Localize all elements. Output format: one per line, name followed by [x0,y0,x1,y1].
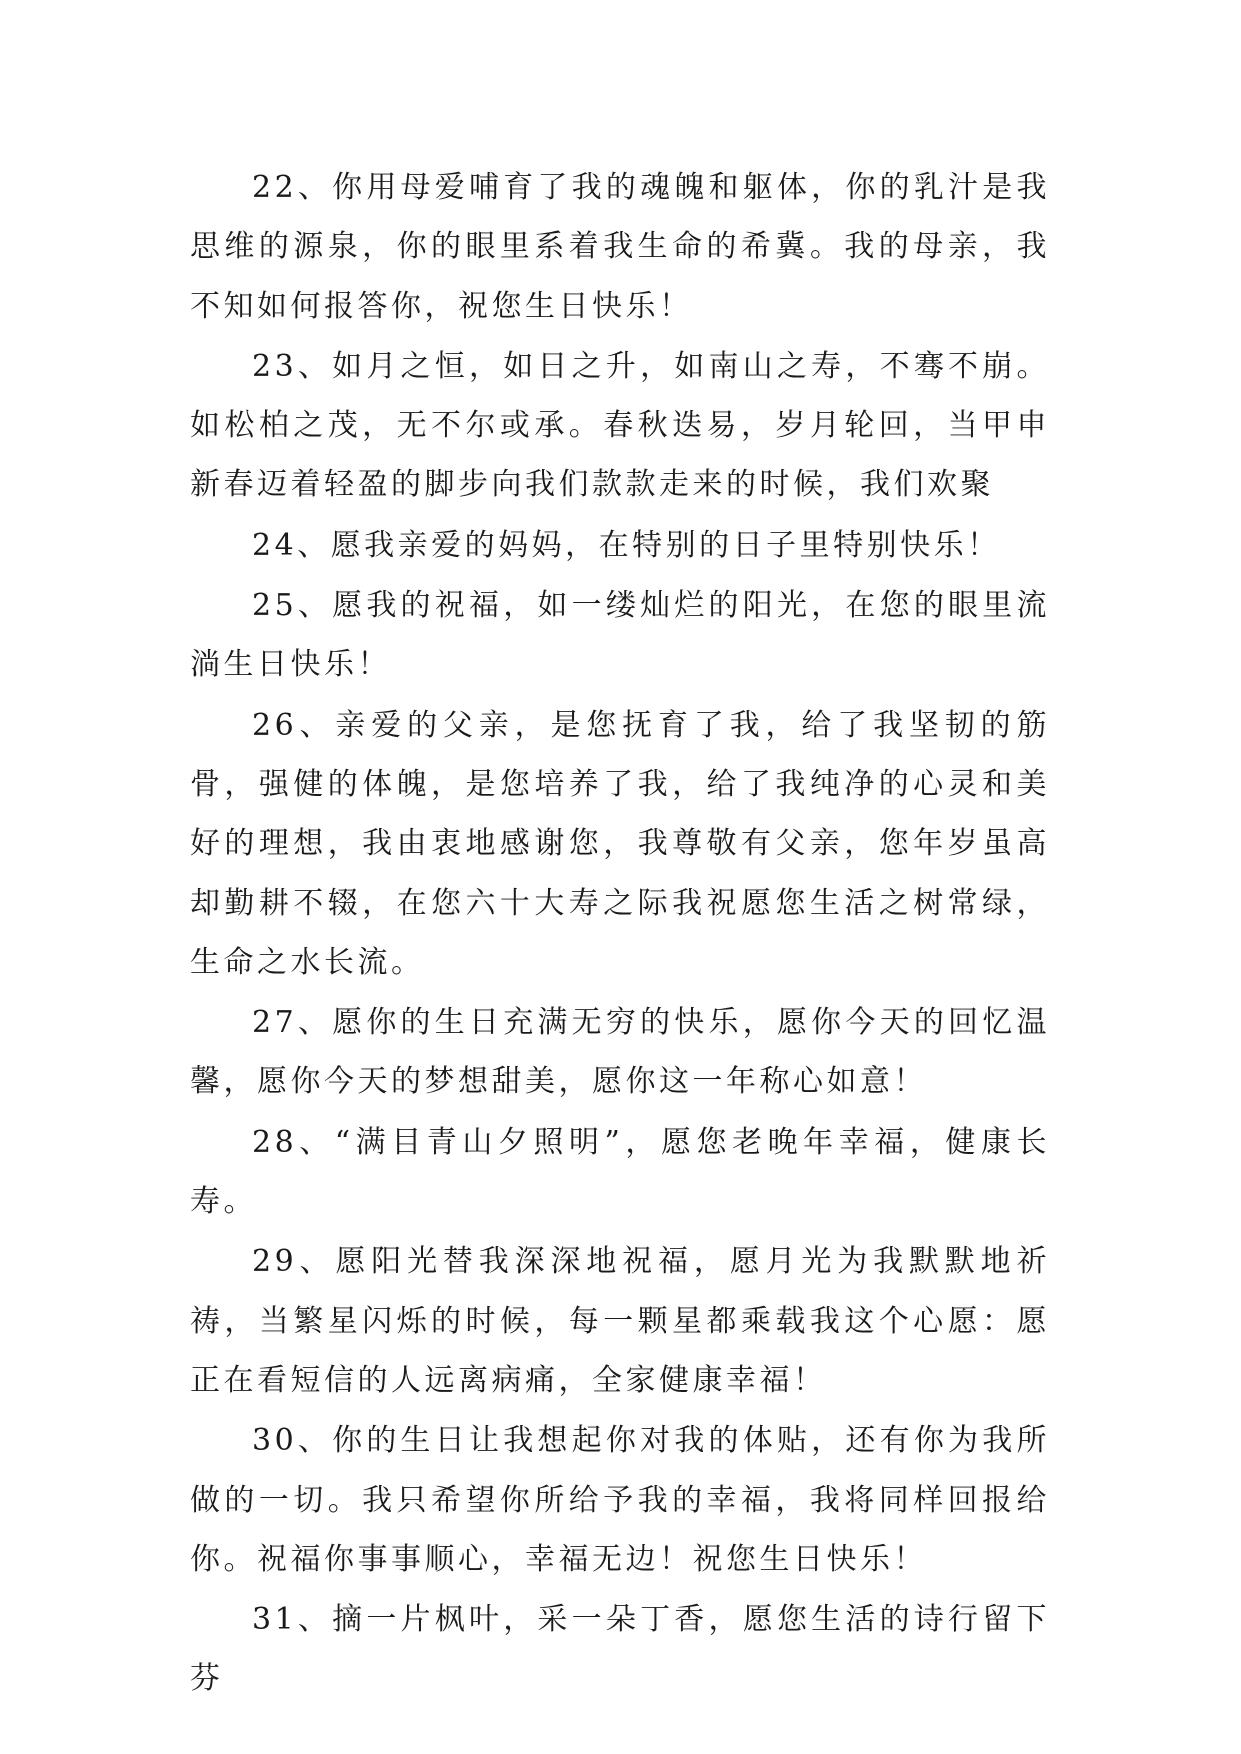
paragraph-24: 24、愿我亲爱的妈妈，在特别的日子里特别快乐！ [252,527,1001,563]
paragraph-25: 25、愿我的祝福，如一缕灿烂的阳光，在您的眼里流淌生日快乐！ [190,588,1050,683]
paragraph-22: 22、你用母爱哺育了我的魂魄和躯体，你的乳汁是我思维的源泉，你的眼里系着我生命的希冀。我的母亲，我不知如何报答你，祝您生日快乐！ [190,170,1050,324]
paragraph-26: 26、亲爱的父亲，是您抚育了我，给了我坚韧的筋骨，强健的体魄，是您培养了我，给了我纯净的心灵和美好的理想，我由衷地感谢您，我尊敬有父亲，您年岁虽高却勤耕不辍，在您六十大寿之际我祝愿您生活之树常绿，生命之水长流。 [190,707,1050,980]
paragraph-23: 23、如月之恒，如日之升，如南山之寿，不骞不崩。如松柏之茂，无不尔或承。春秋迭易，岁月轮回，当甲申新春迈着轻盈的脚步向我们款款走来的时候，我们欢聚 [190,348,1050,503]
paragraph-30: 30、你的生日让我想起你对我的体贴，还有你为我所做的一切。我只希望你所给予我的幸福，我将同样回报给你。祝福你事事顺心，幸福无边！祝您生日快乐！ [190,1423,1050,1577]
paragraph-28: 28、“满目青山夕照明”，愿您老晚年幸福，健康长寿。 [190,1124,1050,1220]
paragraph-29: 29、愿阳光替我深深地祝福，愿月光为我默默地祈祷，当繁星闪烁的时候，每一颗星都乘载我这个心愿：愿正在看短信的人远离病痛，全家健康幸福！ [190,1244,1050,1398]
paragraph-27: 27、愿你的生日充满无穷的快乐，愿你今天的回忆温馨，愿你今天的梦想甜美，愿你这一年称心如意！ [190,1005,1050,1100]
document-body [190,158,1050,1710]
paragraph-31: 31、摘一片枫叶，采一朵丁香，愿您生活的诗行留下芬 [190,1602,1050,1697]
